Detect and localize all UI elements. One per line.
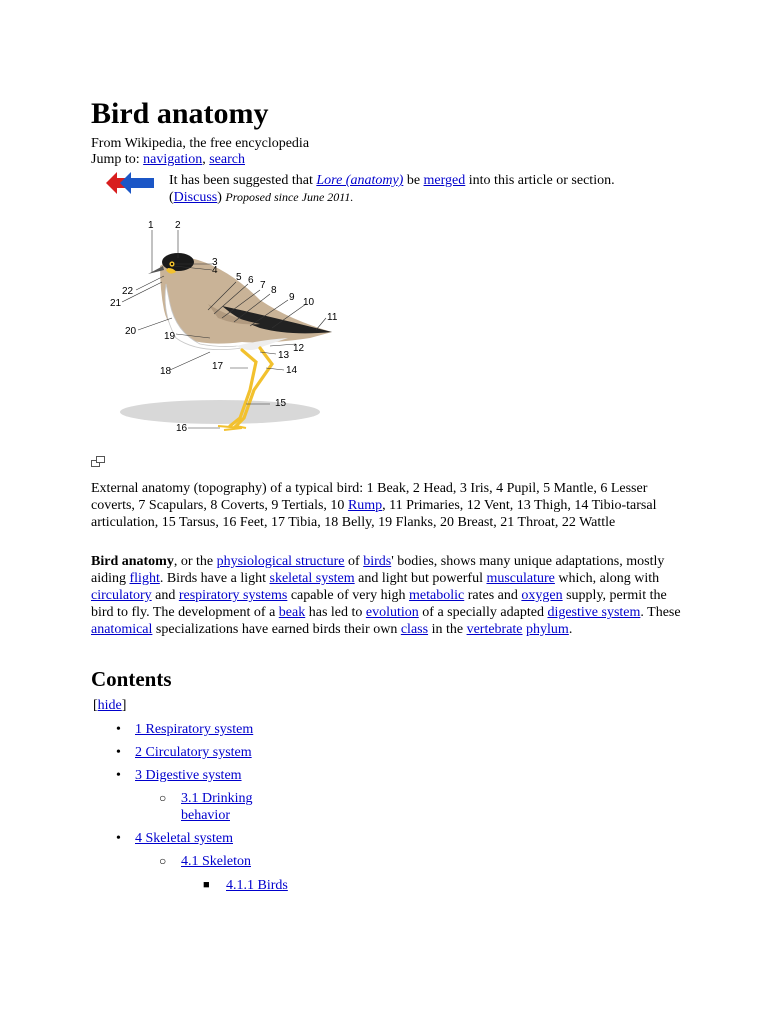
toc-hide-link[interactable]: hide <box>97 698 122 713</box>
toc-item-line: behavior <box>181 808 230 823</box>
toc-item-skeletal[interactable]: 4 Skeletal system <box>135 831 233 846</box>
toc-toggle <box>93 698 126 714</box>
label-14: 14 <box>286 365 298 376</box>
jump-navigation-link[interactable]: navigation <box>143 152 203 167</box>
circle-bullet-icon: ○ <box>159 791 167 805</box>
rump-link[interactable]: Rump <box>347 498 383 513</box>
merge-notice <box>169 172 689 206</box>
lore-anatomy-link[interactable]: Lore (anatomy) <box>316 173 404 188</box>
jump-separator: , <box>202 152 206 167</box>
jump-links <box>91 152 245 168</box>
label-19: 19 <box>164 331 176 342</box>
intro-text: which, along with <box>558 571 660 586</box>
musculature-link[interactable]: musculature <box>486 571 555 586</box>
intro-text: capable of very high <box>290 588 406 603</box>
figure-caption <box>91 480 681 531</box>
bullet-icon: • <box>116 831 121 846</box>
skeletal-system-link[interactable]: skeletal system <box>269 571 355 586</box>
class-link[interactable]: class <box>400 622 429 637</box>
intro-text: . Birds have a light <box>159 571 266 586</box>
bullet-icon: • <box>116 768 121 783</box>
toc-item-circulatory[interactable]: 2 Circulatory system <box>135 745 252 760</box>
intro-text: in the <box>431 622 464 637</box>
circulatory-link[interactable]: circulatory <box>91 588 152 603</box>
beak-link[interactable]: beak <box>278 605 306 620</box>
intro-bold-term: Bird anatomy <box>91 554 174 569</box>
enlarge-icon[interactable] <box>91 456 105 468</box>
figure-shadow <box>120 400 320 424</box>
label-11: 11 <box>327 312 338 323</box>
intro-text: ' bodies, shows many unique adaptations, mostly aiding <box>91 554 665 586</box>
respiratory-systems-link[interactable]: respiratory systems <box>178 588 288 603</box>
birds-link[interactable]: birds <box>363 554 392 569</box>
evolution-link[interactable]: evolution <box>365 605 419 620</box>
label-16: 16 <box>176 423 188 434</box>
tagline: From Wikipedia, the free encyclopedia <box>91 136 310 151</box>
bullet-icon: • <box>116 722 121 737</box>
caption-text-2: , 11 Primaries, 12 Vent, 13 Thigh, 14 Tibio-tarsal articulation, 15 Tarsus, 16 Feet, 17 Tibia, 18 Belly, 19 Flanks, 20 Breast, 21 Throat, 22 Wattle <box>91 498 657 530</box>
label-22: 22 <box>122 286 134 297</box>
intro-text: of <box>348 554 360 569</box>
intro-text: rates and <box>467 588 518 603</box>
phylum-link[interactable]: phylum <box>526 622 569 637</box>
page-title: Bird anatomy <box>91 97 269 130</box>
bird-anatomy-figure[interactable] <box>110 214 350 444</box>
intro-text: specializations have earned birds their own <box>155 622 398 637</box>
toc-item-birds[interactable]: 4.1.1 Birds <box>226 878 288 893</box>
oxygen-link[interactable]: oxygen <box>521 588 563 603</box>
label-1: 1 <box>148 220 154 231</box>
merge-text-2: be <box>406 173 421 188</box>
label-10: 10 <box>303 297 315 308</box>
toc-title: Contents <box>91 667 172 691</box>
label-21: 21 <box>110 298 122 309</box>
anatomical-link[interactable]: anatomical <box>91 622 153 637</box>
paren-open: ( <box>169 190 174 205</box>
intro-text: and light but powerful <box>358 571 483 586</box>
label-20: 20 <box>125 326 137 337</box>
label-9: 9 <box>289 292 295 303</box>
intro-paragraph <box>91 553 691 638</box>
label-12: 12 <box>293 343 305 354</box>
flight-link[interactable]: flight <box>129 571 160 586</box>
caption-text-1: External anatomy (topography) of a typical bird: 1 Beak, 2 Head, 3 Iris, 4 Pupil, 5 Mantle, 6 Lesser coverts, 7 Scapulars, 8 Coverts, 9 Tertials, 10 <box>91 481 648 513</box>
intro-text: , or the <box>173 554 214 569</box>
label-4: 4 <box>212 265 218 276</box>
bullet-icon: • <box>116 745 121 760</box>
label-18: 18 <box>160 366 172 377</box>
intro-text: of a specially adapted <box>422 605 544 620</box>
label-2: 2 <box>175 220 181 231</box>
label-8: 8 <box>271 285 277 296</box>
label-7: 7 <box>260 280 266 291</box>
toc-item-respiratory[interactable]: 1 Respiratory system <box>135 722 254 737</box>
merge-text-1: It has been suggested that <box>169 173 313 188</box>
toc-item-digestive[interactable]: 3 Digestive system <box>135 768 242 783</box>
label-17: 17 <box>212 361 224 372</box>
toc-bracket-open: [ <box>93 698 98 713</box>
vertebrate-link[interactable]: vertebrate <box>466 622 523 637</box>
toc-item-line: 3.1 Drinking <box>181 791 253 806</box>
proposed-since: Proposed since June 2011. <box>225 190 354 204</box>
label-6: 6 <box>248 275 254 286</box>
toc-item-drinking-behavior[interactable] <box>181 790 253 824</box>
square-bullet-icon: ■ <box>203 879 210 891</box>
metabolic-link[interactable]: metabolic <box>409 588 465 603</box>
physiological-structure-link[interactable]: physiological structure <box>216 554 345 569</box>
jump-to-label: Jump to: <box>91 152 140 167</box>
intro-text: has led to <box>308 605 363 620</box>
toc-bracket-close: ] <box>121 698 127 713</box>
intro-text: supply, permit the bird to fly. The development of a <box>91 588 667 620</box>
label-3: 3 <box>212 257 218 268</box>
digestive-system-link[interactable]: digestive system <box>547 605 641 620</box>
merge-text-3: into this article or section. <box>468 173 615 188</box>
label-5: 5 <box>236 272 242 283</box>
intro-text: and <box>155 588 176 603</box>
merge-arrows-icon <box>106 172 154 194</box>
label-15: 15 <box>275 398 287 409</box>
paren-close: ) <box>217 190 222 205</box>
intro-text: . These <box>640 605 681 620</box>
toc-item-skeleton[interactable]: 4.1 Skeleton <box>181 854 251 869</box>
merged-link[interactable]: merged <box>423 173 466 188</box>
intro-text: . <box>568 622 573 637</box>
discuss-link[interactable]: Discuss <box>173 190 218 205</box>
label-13: 13 <box>278 350 290 361</box>
circle-bullet-icon: ○ <box>159 854 167 868</box>
jump-search-link[interactable]: search <box>209 152 245 167</box>
